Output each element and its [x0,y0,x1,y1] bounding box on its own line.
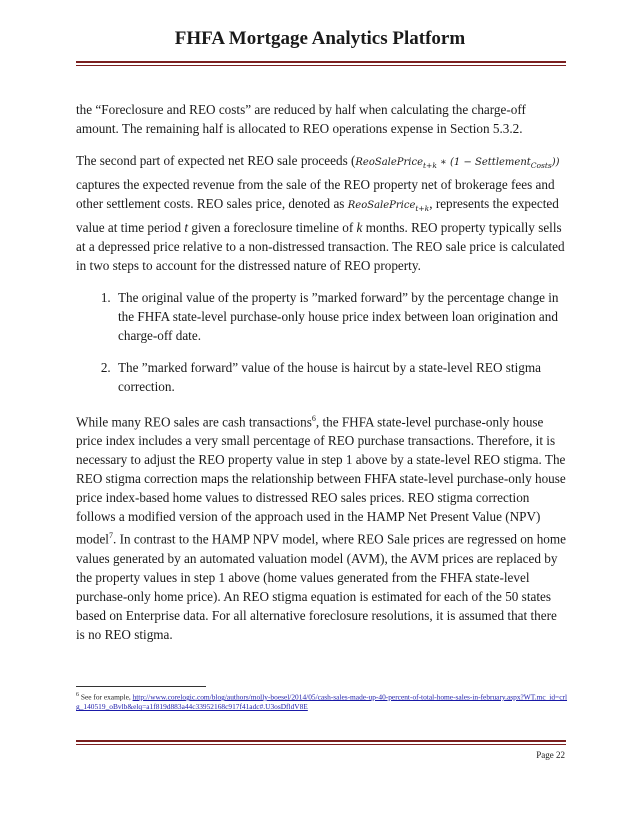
document-body [76,100,566,657]
footnote-6: $^6$ See for example, http://www.corelogic.com/blog/authors/molly-boesel/2014/05/cash-sales-made-up-40-percent-of-total-home-sales-in-february.aspx?WT.mc_id=crlg_140519_oBvlb&elq=a1f819d883a44c33952168c917f41adc#.U3osDfldV8E [76,692,568,712]
list-item: 2. The ”marked forward” value of the house is haircut by a state-level REO stigma correction. [114,358,566,396]
footnote-divider [76,686,206,687]
list-item: 1. The original value of the property is ”marked forward” by the percentage change in the FHFA state-level purchase-only house price index between loan origination and charge-off date. [114,288,566,345]
footnote-ref-7[interactable]: 7 [108,531,113,541]
paragraph-3: While many REO sales are cash transactions$^6$, the FHFA state-level purchase-only house price index includes a very small percentage of REO purchase transactions. Therefore, it is necessary to adjust the REO property value in step 1 above by a state-level REO stigma. The REO stigma correction maps the relationship between FHFA state-level purchase-only house price index-based home values to distressed REO sales prices. REO stigma correction follows a modified version of the approach used in the HAMP Net Present Value (NPV) model$^7$. In contrast to the HAMP NPV model, where REO Sale prices are regressed on home values generated by an automated valuation model (AVM), the AVM prices are replaced by the property values in step 1 above (home values generated from the FHFA state-level purchase-only home price). An REO stigma equation is estimated for each of the 50 states based on Enterprise data. For all alternative foreclosure resolutions, it is assumed that there is no REO stigma. [76,414,566,642]
formula-reo-price: ReoSalePrice$_{t+k}$ [347,200,430,213]
paragraph-1: the “Foreclosure and REO costs” are reduced by half when calculating the charge-off amount. The remaining half is allocated to REO operations expense in Section 5.3.2. [76,102,526,136]
page-header-title: FHFA Mortgage Analytics Platform [174,28,466,49]
footnote-link[interactable]: http://www.corelogic.com/blog/authors/molly-boesel/2014/05/cash-sales-made-up-40-percent-of-total-home-sales-in-february.aspx?WT.mc_id=crlg_140519_oBvlb&elq=a1f819d883a44c33952168c917f41adc#.U3osDfldV8E [76,692,568,712]
footer-divider [76,740,566,745]
formula-reo-sale: ReoSalePrice$_{t+k}$ ∗ (1 − Settlement$_{Costs}$)) [355,157,560,170]
steps-list [76,288,566,396]
page-number: Page 22 [536,750,565,760]
paragraph-2: The second part of expected net REO sale proceeds (ReoSalePrice$_{t+k}$ ∗ (1 − Settlement$_{Costs}$)) captures the expected revenue from the sale of the REO property net of brokerage fees and other settlement costs. REO sales price, denoted as ReoSalePrice$_{t+k}$, represents the expected value at time period t given a foreclosure timeline of k months. REO property typically sells at a depressed price relative to a non-distressed transaction. The REO sale price is calculated in two steps to account for the distressed nature of REO property. [76,153,565,273]
header-divider [76,61,566,66]
footnote-ref-6[interactable]: 6 [311,414,316,423]
